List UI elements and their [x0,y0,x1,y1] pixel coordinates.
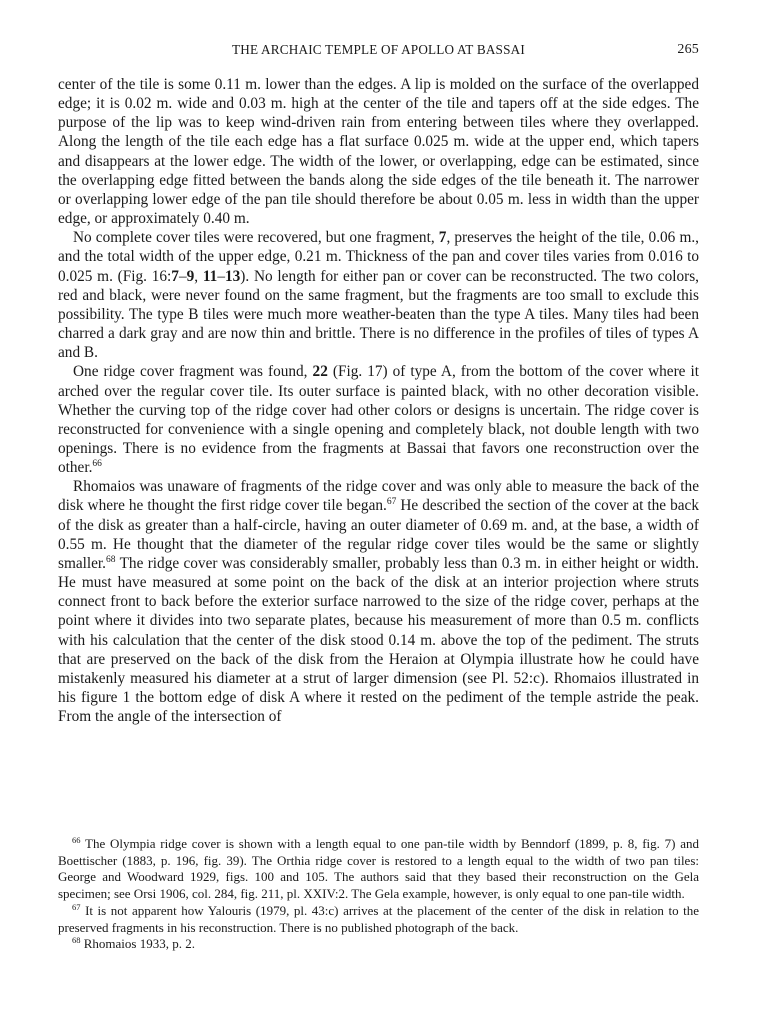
p3-text-c: (Fig. 17) of type A, from the bottom of the cover where it arched over the regular cover tile. Its outer surface is painted black, with no other decoration visible. Whether the curving top of the ridge cover had other colors or designs is uncertain. The ridge cover is reconstructed for convenience with a single opening and completely black, not double length with two openings. There is no evidence from the fragments at Bassai that favors one reconstruction over the other. [58,363,699,477]
running-head [58,42,699,62]
fig-ref-11: 11 [202,267,218,285]
p2-text-c: , preserves the height of the tile, 0.06 m., and the total width of the upper edge, 0.21 m. Thickness of the pan and cover tiles varies from 0.016 to 0.025 m. (Fig. 16: [58,229,699,285]
page-number: 265 [677,42,699,57]
body-text [58,75,699,726]
footnote-ref-66[interactable]: 66 [92,459,102,470]
footnote-number: 67 [72,901,81,912]
p2-dash-1: – [178,267,187,285]
footnote-67 [58,903,699,936]
fig-ref-7: 7 [171,267,179,285]
footnote-number: 68 [72,935,81,946]
running-title: THE ARCHAIC TEMPLE OF APOLLO AT BASSAI [232,42,525,57]
paragraph-1: center of the tile is some 0.11 m. lower than the edges. A lip is molded on the surface of the overlapped edge; it is 0.02 m. wide and 0.03 m. high at the center of the tile and tapers off at the side edges. The purpose of the lip was to keep wind-driven rain from entering between tiles where they overlapped. Along the length of the tile each edge has a flat surface 0.025 m. wide at the upper end, which tapers and disappears at the lower edge. The width of the lower, or overlapping, edge can be estimated, since the overlapping edge fitted between the bands along the side edges of the tile beneath it. The narrower or overlapping lower edge of the pan tile should therefore be about 0.05 m. less in width than the upper edge, or approximately 0.40 m. [58,76,699,228]
p2-text-k: ). No length for either pan or cover can be reconstructed. The two colors, red and black, were never found on the same fragment, but the fragments are too small to exclude this possibility. The type B tiles were much more weather-beaten than the type A tiles. Many tiles had been charred a dark gray and are now thin and brittle. There is no difference in the profiles of tiles of types A and B. [58,267,700,362]
page [58,0,699,726]
p4-text-c: The ridge cover was considerably smaller, probably less than 0.3 m. in either height or width. He must have measured at some point on the back of the disk at an interior projection where struts connect front to back before the exterior surface narrowed to the size of the ridge cover, perhaps at the point where it divides into two separate plates, because his measurement of more than 0.5 m. conflicts with his calculation that the center of the disk stood 0.14 m. above the top of the pediment. The struts that are preserved on the back of the disk from the Heraion at Olympia illustrate how he could have mistakenly measured his diameter at a strut of larger dimension (see Pl. 52:c). Rhomaios illustrated in his figure 1 the bottom edge of disk A where it rested on the pediment of the temple astride the peak. From the angle of the intersection of [58,554,699,726]
footnote-68 [58,936,699,953]
footnote-number: 66 [72,835,81,845]
footnote-text: The Olympia ridge cover is shown with a length equal to one pan-tile width by Benndorf (1899, p. 8, fig. 7) and Boettischer (1883, p. 196, fig. 39). The Orthia ridge cover is restored to a length equal to the width of two pan tiles: George and Woodward 1929, figs. 100 and 105. The authors said that they based their reconstruction on the Gela specimen; see Orsi 1906, col. 284, fig. 211, pl. XXIV:2. The Gela example, however, is only equal to one pan-tile width. [58,836,699,902]
paragraph-4 [58,477,699,726]
p4-text-a: Rhomaios was unaware of fragments of the ridge cover and was only able to measure the back of the disk where he thought the first ridge cover tile began. [58,478,699,515]
footnote-66 [58,836,699,903]
p4-text-b: He described the section of the cover at the back of the disk as greater than a half-circle, having an outer diameter of 0.69 m. and, at the base, a width of 0.55 m. He thought that the diameter of the regular ridge cover tiles would be the same or slightly smaller. [58,497,699,572]
p2-text-a: No complete cover tiles were recovered, but one fragment, [73,229,439,247]
fragment-number-7: 7 [438,229,447,247]
p2-comma: , [194,267,203,285]
footnote-text: Rhomaios 1933, p. 2. [83,936,195,952]
fig-ref-13: 13 [224,267,241,285]
footnote-ref-67[interactable]: 67 [386,497,397,508]
paragraph-3 [58,362,699,477]
paragraph-2 [58,228,699,362]
footnote-ref-68[interactable]: 68 [106,554,116,565]
p2-dash-2: – [217,267,225,285]
p3-text-a: One ridge cover fragment was found, [73,363,313,381]
fig-ref-9: 9 [186,267,195,285]
fragment-number-22: 22 [312,363,328,381]
footnotes [58,836,699,953]
footnote-text: It is not apparent how Yalouris (1979, pl. 43:c) arrives at the placement of the center of the disk in relation to the preserved fragments in his reconstruction. There is no published photograph of the back. [58,902,700,935]
